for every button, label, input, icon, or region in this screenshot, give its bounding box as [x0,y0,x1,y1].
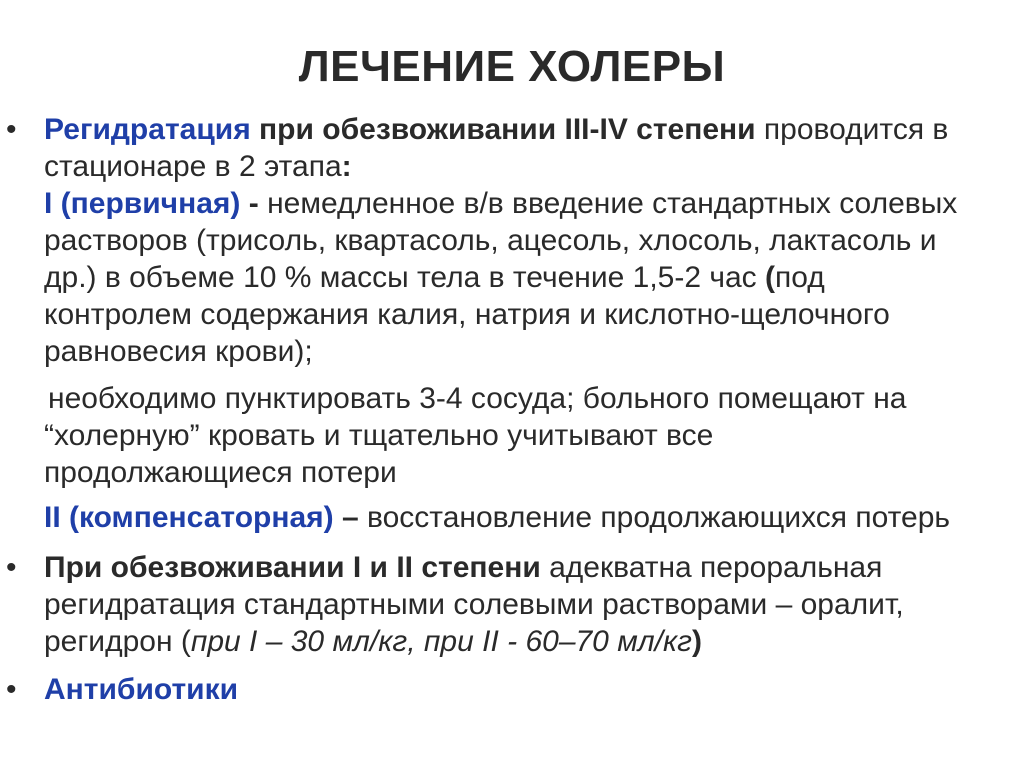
p1-line2-text: стационаре в 2 этапа [44,150,342,183]
p2-rest: адекватна пероральная [540,551,883,584]
p2-line3 [44,624,702,660]
bullet-1-marker: • [6,113,17,146]
p1a-dash: - [240,187,259,220]
p3-term: Антибиотики [44,673,239,706]
p2-line3-text: регидрон ( [44,625,191,658]
p1a-line4: контролем содержания калия, натрия и кислотно-щелочного [44,298,890,331]
p1b-line2: “холерную” кровать и тщательно учитывают все [44,419,714,452]
p1c-dash: – [333,501,359,534]
p1a-line3-paren: ( [765,261,775,294]
p1-bold-rest: при обезвоживании III-IV степени [250,113,756,146]
p1a-line1 [44,186,957,222]
p2-line2: регидратация стандартными солевыми растворами – оралит, [44,588,904,621]
p1c-label: II (компенсаторная) [44,501,334,534]
p1a-label: I (первичная) [44,187,241,220]
p1b-line1: необходимо пунктировать 3-4 сосуда; больного помещают на [48,382,907,415]
p1a-line3 [44,260,825,296]
bullet-3-marker: • [6,673,17,706]
p1-line2 [44,149,352,185]
p3-line1 [44,672,238,708]
p1a-line3-text: др.) в объеме 10 % массы тела в течение 1,5-2 час [44,261,765,294]
p1-line2-colon: : [341,150,352,183]
p1-term: Регидратация [44,113,251,146]
p2-line3-paren: ) [691,625,702,658]
p1a-line2: растворов (трисоль, квартасоль, ацесоль, хлосоль, лактасоль и [44,224,937,257]
p1a-line3-end: под [775,261,825,294]
p1-tail: проводится в [755,113,949,146]
p1b-line3: продолжающиеся потери [44,456,397,489]
bullet-2-marker: • [6,551,17,584]
p2-line3-italic: при I – 30 мл/кг, при II - 60–70 мл/кг [190,625,692,658]
p2-line1 [44,550,882,586]
p1-line1 [44,112,948,148]
p2-bold: При обезвоживании I и II степени [44,551,541,584]
slide-title: ЛЕЧЕНИЕ ХОЛЕРЫ [298,42,726,91]
p1c-line1 [44,500,950,536]
p1c-rest: восстановление продолжающихся потерь [358,501,951,534]
p1a-rest: немедленное в/в введение стандартных солевых [258,187,958,220]
p1a-line5: равновесия крови); [44,335,313,368]
